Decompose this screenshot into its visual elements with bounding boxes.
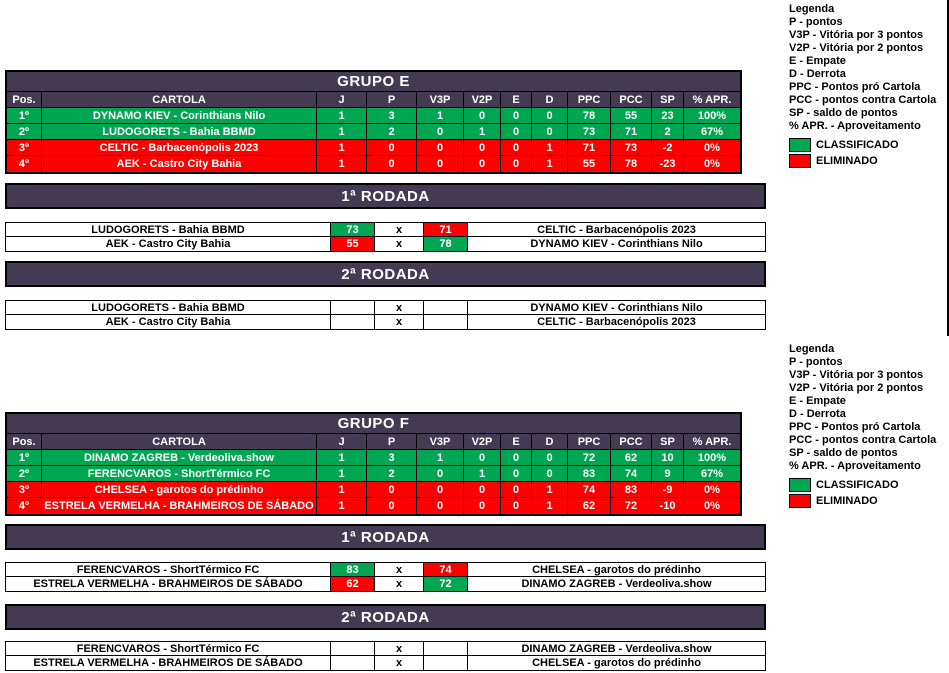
standings-row bbox=[7, 482, 740, 498]
classified-color-swatch bbox=[789, 478, 811, 492]
cell-pcc: 78 bbox=[611, 156, 652, 172]
eliminated-color-swatch bbox=[789, 494, 811, 508]
cell-sp: 10 bbox=[652, 450, 684, 465]
col-header-pcc: PCC bbox=[611, 434, 652, 449]
cell-v3p: 0 bbox=[417, 498, 464, 514]
legend-line: V2P - Vitória por 2 pontos bbox=[789, 382, 924, 394]
standings-row bbox=[7, 156, 740, 172]
match-row bbox=[6, 315, 765, 329]
cell-cartola: LUDOGORETS - Bahia BBMD bbox=[42, 124, 317, 139]
cell-p: 3 bbox=[367, 450, 417, 465]
group-e-round2-header: 2ª RODADA bbox=[5, 261, 766, 287]
match-x: x bbox=[375, 237, 424, 251]
cell-p: 3 bbox=[367, 108, 417, 123]
group-e-title: GRUPO E bbox=[7, 72, 740, 92]
legend-eliminated-row bbox=[789, 153, 936, 169]
cell-ppc: 74 bbox=[568, 482, 611, 497]
cell-pos: 4º bbox=[7, 498, 42, 514]
legend-line: PCC - pontos contra Cartola bbox=[789, 434, 937, 446]
eliminated-color-swatch bbox=[789, 154, 811, 168]
match-away-score: 78 bbox=[424, 237, 468, 251]
cell-j: 1 bbox=[317, 450, 367, 465]
cell-d: 1 bbox=[532, 498, 568, 514]
cell-p: 2 bbox=[367, 466, 417, 481]
match-x: x bbox=[375, 563, 424, 576]
cell-pcc: 74 bbox=[611, 466, 652, 481]
classified-color-swatch bbox=[789, 138, 811, 152]
cell-apr: 0% bbox=[704, 500, 720, 512]
legend-line: D - Derrota bbox=[789, 408, 846, 420]
legend-title: Legenda bbox=[789, 3, 835, 15]
cell-d: 0 bbox=[532, 450, 568, 465]
col-header-sp: SP bbox=[652, 92, 684, 107]
cell-sp: 9 bbox=[652, 466, 684, 481]
cell-pcc: 71 bbox=[611, 124, 652, 139]
match-row bbox=[6, 656, 765, 670]
match-away-team: DYNAMO KIEV - Corinthians Nilo bbox=[530, 301, 703, 314]
cell-d: 1 bbox=[532, 156, 568, 172]
col-header-cartola: CARTOLA bbox=[42, 434, 317, 449]
match-away-score: 72 bbox=[424, 577, 468, 591]
standings-header-row bbox=[7, 434, 740, 450]
legend-line: V3P - Vitória por 3 pontos bbox=[789, 29, 924, 41]
cell-e: 0 bbox=[501, 498, 532, 514]
cell-apr: 100% bbox=[697, 109, 727, 122]
match-x: x bbox=[375, 656, 424, 670]
cell-pos: 2º bbox=[7, 124, 42, 139]
cell-p: 2 bbox=[367, 124, 417, 139]
cell-e: 0 bbox=[501, 450, 532, 465]
match-home-score bbox=[331, 642, 375, 655]
group-f-round2-matches bbox=[5, 641, 766, 671]
group-f-title: GRUPO F bbox=[7, 414, 740, 434]
cell-pos: 1º bbox=[7, 108, 42, 123]
match-home-team: ESTRELA VERMELHA - BRAHMEIROS DE SÁBADO bbox=[6, 656, 331, 670]
cell-apr: 0% bbox=[704, 141, 720, 154]
match-x: x bbox=[375, 301, 424, 314]
legend-classified-row bbox=[789, 477, 936, 493]
legend-line: % APR. - Aproveitamento bbox=[789, 120, 921, 132]
match-away-score bbox=[424, 301, 468, 314]
match-x: x bbox=[375, 577, 424, 591]
col-header-v3p: V3P bbox=[417, 92, 464, 107]
cell-e: 0 bbox=[501, 466, 532, 481]
match-away-team: DINAMO ZAGREB - Verdeoliva.show bbox=[521, 578, 712, 590]
col-header-v2p: V2P bbox=[464, 92, 501, 107]
cell-j: 1 bbox=[317, 482, 367, 497]
legend-swatches bbox=[789, 477, 936, 509]
match-home-score: 62 bbox=[331, 577, 375, 591]
col-header-apr: % APR. bbox=[692, 93, 732, 106]
cell-v2p: 0 bbox=[464, 156, 501, 172]
cell-v3p: 0 bbox=[417, 482, 464, 497]
col-header-p: P bbox=[367, 434, 417, 449]
col-header-j: J bbox=[317, 92, 367, 107]
match-row bbox=[6, 642, 765, 656]
standings-header-row bbox=[7, 92, 740, 108]
col-header-p: P bbox=[367, 92, 417, 107]
cell-pos: 2º bbox=[7, 466, 42, 481]
match-away-team: CELTIC - Barbacenópolis 2023 bbox=[537, 223, 696, 236]
legend-line: P - pontos bbox=[789, 16, 843, 28]
col-header-e: E bbox=[501, 92, 532, 107]
cell-j: 1 bbox=[317, 108, 367, 123]
match-home-team: FERENCVAROS - ShortTérmico FC bbox=[6, 563, 331, 576]
cell-pcc: 62 bbox=[611, 450, 652, 465]
cell-p: 0 bbox=[367, 140, 417, 155]
match-row bbox=[6, 223, 765, 237]
group-e-round1-header: 1ª RODADA bbox=[5, 183, 766, 209]
legend-eliminated-label: ELIMINADO bbox=[816, 155, 878, 167]
cell-e: 0 bbox=[501, 124, 532, 139]
cell-j: 1 bbox=[317, 140, 367, 155]
cell-v3p: 0 bbox=[417, 466, 464, 481]
cell-v3p: 0 bbox=[417, 140, 464, 155]
standings-row bbox=[7, 124, 740, 140]
match-x: x bbox=[375, 223, 424, 236]
cell-v3p: 1 bbox=[417, 108, 464, 123]
cell-cartola: ESTRELA VERMELHA - BRAHMEIROS DE SÁBADO bbox=[42, 498, 317, 514]
cell-apr: 67% bbox=[700, 125, 724, 138]
cell-sp: 2 bbox=[652, 124, 684, 139]
match-home-team: LUDOGORETS - Bahia BBMD bbox=[6, 223, 331, 236]
match-away-team: CHELSEA - garotos do prédinho bbox=[532, 563, 701, 576]
col-header-pcc: PCC bbox=[611, 92, 652, 107]
standings-row bbox=[7, 140, 740, 156]
group-f-round1-matches bbox=[5, 562, 766, 592]
cell-apr: 67% bbox=[700, 467, 724, 480]
cell-v3p: 1 bbox=[417, 450, 464, 465]
cell-sp: -23 bbox=[652, 156, 684, 172]
cell-ppc: 62 bbox=[568, 498, 611, 514]
col-header-d: D bbox=[532, 434, 568, 449]
standings-row bbox=[7, 466, 740, 482]
legend-classified-label: CLASSIFICADO bbox=[816, 139, 899, 151]
cell-e: 0 bbox=[501, 140, 532, 155]
cell-pos: 4º bbox=[7, 156, 42, 172]
col-header-cartola: CARTOLA bbox=[42, 92, 317, 107]
group-e-round2-matches bbox=[5, 300, 766, 330]
cell-sp: 23 bbox=[652, 108, 684, 123]
cell-v2p: 0 bbox=[464, 108, 501, 123]
cell-cartola: DYNAMO KIEV - Corinthians Nilo bbox=[42, 108, 317, 123]
cell-v2p: 0 bbox=[464, 140, 501, 155]
cell-pcc: 55 bbox=[611, 108, 652, 123]
cell-j: 1 bbox=[317, 124, 367, 139]
match-away-team: DYNAMO KIEV - Corinthians Nilo bbox=[530, 238, 703, 250]
col-header-pos: Pos. bbox=[7, 434, 42, 449]
col-header-v3p: V3P bbox=[417, 434, 464, 449]
cell-pos: 1º bbox=[7, 450, 42, 465]
match-home-score: 83 bbox=[331, 563, 375, 576]
legend-line: V3P - Vitória por 3 pontos bbox=[789, 369, 924, 381]
match-home-team: AEK - Castro City Bahia bbox=[6, 237, 331, 251]
match-away-team: CHELSEA - garotos do prédinho bbox=[532, 657, 701, 669]
cell-ppc: 72 bbox=[568, 450, 611, 465]
cell-v3p: 0 bbox=[417, 156, 464, 172]
cell-cartola: DINAMO ZAGREB - Verdeoliva.show bbox=[42, 450, 317, 465]
cell-pcc: 72 bbox=[611, 498, 652, 514]
cell-pcc: 73 bbox=[611, 140, 652, 155]
match-x: x bbox=[375, 642, 424, 655]
cell-sp: -10 bbox=[652, 498, 684, 514]
cell-e: 0 bbox=[501, 156, 532, 172]
legend-swatches bbox=[789, 137, 936, 169]
col-header-apr: % APR. bbox=[692, 435, 732, 448]
cell-sp: -2 bbox=[652, 140, 684, 155]
col-header-sp: SP bbox=[652, 434, 684, 449]
cell-ppc: 83 bbox=[568, 466, 611, 481]
col-header-ppc: PPC bbox=[568, 434, 611, 449]
cell-v3p: 0 bbox=[417, 124, 464, 139]
legend-eliminated-row bbox=[789, 493, 936, 509]
match-home-score: 73 bbox=[331, 223, 375, 236]
cell-v2p: 1 bbox=[464, 466, 501, 481]
legend-top bbox=[789, 3, 936, 169]
match-row bbox=[6, 577, 765, 591]
legend-line: SP - saldo de pontos bbox=[789, 107, 898, 119]
match-home-team: FERENCVAROS - ShortTérmico FC bbox=[6, 642, 331, 655]
cell-cartola: CHELSEA - garotos do prédinho bbox=[42, 482, 317, 497]
match-away-score: 71 bbox=[424, 223, 468, 236]
legend-line: PPC - Pontos pró Cartola bbox=[789, 81, 921, 93]
legend-line: E - Empate bbox=[789, 55, 846, 67]
col-header-ppc: PPC bbox=[568, 92, 611, 107]
cell-v2p: 0 bbox=[464, 450, 501, 465]
match-row bbox=[6, 237, 765, 251]
legend-line: PPC - Pontos pró Cartola bbox=[789, 421, 921, 433]
cell-pos: 3º bbox=[7, 482, 42, 497]
match-home-team: ESTRELA VERMELHA - BRAHMEIROS DE SÁBADO bbox=[6, 577, 331, 591]
cell-apr: 0% bbox=[704, 483, 720, 496]
cell-p: 0 bbox=[367, 156, 417, 172]
match-home-team: LUDOGORETS - Bahia BBMD bbox=[6, 301, 331, 314]
standings-row bbox=[7, 450, 740, 466]
cell-ppc: 71 bbox=[568, 140, 611, 155]
cell-d: 0 bbox=[532, 466, 568, 481]
legend-line: % APR. - Aproveitamento bbox=[789, 460, 921, 472]
match-home-score bbox=[331, 315, 375, 329]
cell-cartola: FERENCVAROS - ShortTérmico FC bbox=[42, 466, 317, 481]
cell-d: 1 bbox=[532, 140, 568, 155]
cell-apr: 0% bbox=[704, 158, 720, 170]
cell-ppc: 78 bbox=[568, 108, 611, 123]
legend-line: SP - saldo de pontos bbox=[789, 447, 898, 459]
cell-j: 1 bbox=[317, 156, 367, 172]
match-away-score bbox=[424, 315, 468, 329]
group-f-standings-table bbox=[5, 412, 742, 516]
cell-v2p: 0 bbox=[464, 498, 501, 514]
match-away-team: DINAMO ZAGREB - Verdeoliva.show bbox=[521, 642, 712, 655]
cell-e: 0 bbox=[501, 108, 532, 123]
standings-row bbox=[7, 498, 740, 514]
cell-pos: 3º bbox=[7, 140, 42, 155]
group-e-standings-table bbox=[5, 70, 742, 174]
cell-p: 0 bbox=[367, 498, 417, 514]
cell-v2p: 1 bbox=[464, 124, 501, 139]
cell-d: 1 bbox=[532, 482, 568, 497]
match-home-team: AEK - Castro City Bahia bbox=[6, 315, 331, 329]
cell-d: 0 bbox=[532, 124, 568, 139]
match-away-score bbox=[424, 642, 468, 655]
col-header-pos: Pos. bbox=[7, 92, 42, 107]
cell-pcc: 83 bbox=[611, 482, 652, 497]
legend-line: E - Empate bbox=[789, 395, 846, 407]
cell-e: 0 bbox=[501, 482, 532, 497]
col-header-e: E bbox=[501, 434, 532, 449]
legend-classified-label: CLASSIFICADO bbox=[816, 479, 899, 491]
legend-eliminated-label: ELIMINADO bbox=[816, 495, 878, 507]
match-away-team: CELTIC - Barbacenópolis 2023 bbox=[537, 316, 696, 328]
legend-line: P - pontos bbox=[789, 356, 843, 368]
cell-j: 1 bbox=[317, 498, 367, 514]
legend-title: Legenda bbox=[789, 343, 835, 355]
cell-p: 0 bbox=[367, 482, 417, 497]
cell-sp: -9 bbox=[652, 482, 684, 497]
cell-cartola: AEK - Castro City Bahia bbox=[42, 156, 317, 172]
match-home-score bbox=[331, 656, 375, 670]
legend-bottom bbox=[789, 343, 936, 509]
group-e-round1-matches bbox=[5, 222, 766, 252]
col-header-j: J bbox=[317, 434, 367, 449]
group-f-round2-header: 2ª RODADA bbox=[5, 604, 766, 630]
legend-line: V2P - Vitória por 2 pontos bbox=[789, 42, 924, 54]
match-row bbox=[6, 301, 765, 315]
match-home-score bbox=[331, 301, 375, 314]
cell-v2p: 0 bbox=[464, 482, 501, 497]
col-header-d: D bbox=[532, 92, 568, 107]
match-away-score: 74 bbox=[424, 563, 468, 576]
cell-j: 1 bbox=[317, 466, 367, 481]
cell-cartola: CELTIC - Barbacenópolis 2023 bbox=[42, 140, 317, 155]
match-row bbox=[6, 563, 765, 577]
col-header-v2p: V2P bbox=[464, 434, 501, 449]
cell-ppc: 55 bbox=[568, 156, 611, 172]
cell-ppc: 73 bbox=[568, 124, 611, 139]
match-home-score: 55 bbox=[331, 237, 375, 251]
legend-line: PCC - pontos contra Cartola bbox=[789, 94, 937, 106]
cell-d: 0 bbox=[532, 108, 568, 123]
cell-apr: 100% bbox=[697, 451, 727, 464]
legend-line: D - Derrota bbox=[789, 68, 846, 80]
match-x: x bbox=[375, 315, 424, 329]
legend-classified-row bbox=[789, 137, 936, 153]
group-f-round1-header: 1ª RODADA bbox=[5, 524, 766, 550]
match-away-score bbox=[424, 656, 468, 670]
standings-row bbox=[7, 108, 740, 124]
